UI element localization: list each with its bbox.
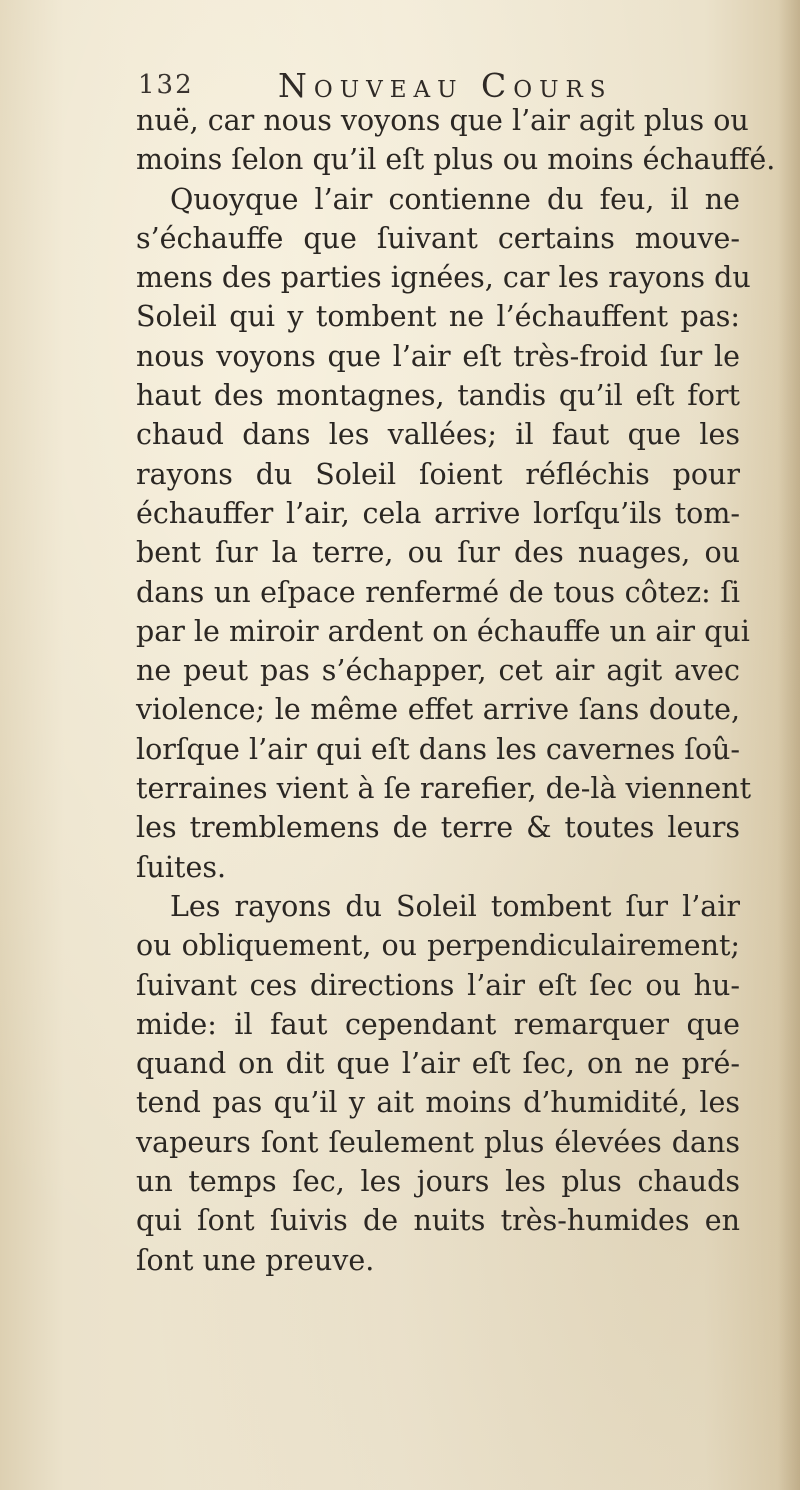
text-line: moins ſelon qu’il eſt plus ou moins échauffé. (136, 143, 776, 177)
text-line: s’échauffe que ſuivant certains mouve- (136, 221, 740, 255)
text-line: dans un eſpace renfermé de tous côtez: ſi (136, 575, 740, 609)
text-line: ne peut pas s’échapper, cet air agit avec (136, 654, 740, 688)
page-header (138, 66, 658, 106)
text-line: chaud dans les vallées; il faut que les (136, 418, 740, 452)
text-line: ou obliquement, ou perpendiculairement; (136, 929, 740, 963)
running-head: Nouveau Cours (278, 66, 613, 105)
text-line: bent ſur la terre, ou ſur des nuages, ou (136, 536, 740, 570)
text-line: échauffer l’air, cela arrive lorſqu’ils tom- (136, 496, 740, 530)
text-line: ſont une preuve. (136, 1243, 375, 1277)
text-line: rayons du Soleil ſoient réfléchis pour (136, 457, 740, 491)
text-line: quand on dit que l’air eſt ſec, on ne pré- (136, 1047, 740, 1081)
body-text (136, 101, 776, 1280)
text-line: les tremblemens de terre & toutes leurs (136, 811, 740, 845)
text-line: haut des montagnes, tandis qu’il eſt fort (136, 379, 740, 413)
text-line: mide: il faut cependant remarquer que (136, 1007, 740, 1041)
text-line: ſuivant ces directions l’air eſt ſec ou hu- (136, 968, 740, 1002)
text-line: tend pas qu’il y ait moins d’humidité, les (136, 1086, 740, 1120)
text-line: nuë, car nous voyons que l’air agit plus ou (136, 104, 749, 137)
text-line: mens des parties ignées, car les rayons du (136, 261, 751, 295)
text-line: Soleil qui y tombent ne l’échauffent pas: (136, 300, 740, 334)
text-line: nous voyons que l’air eſt très-froid ſur le (136, 339, 740, 373)
page-edge-shadow (778, 0, 800, 1490)
text-line: par le miroir ardent on échauffe un air qui (136, 614, 750, 648)
text-line: ſuites. (136, 850, 227, 884)
text-line: terraines vient à ſe rarefier, de-là viennent (136, 772, 752, 806)
text-line: qui ſont ſuivis de nuits très-humides en (136, 1204, 740, 1238)
paragraph-first-line: Quoyque l’air contienne du feu, il ne (170, 182, 740, 216)
paragraph-first-line: Les rayons du Soleil tombent ſur l’air (170, 889, 740, 923)
text-line: vapeurs ſont ſeulement plus élevées dans (136, 1125, 740, 1159)
text-line: lorſque l’air qui eſt dans les cavernes ſoû- (136, 732, 740, 766)
text-line: un temps ſec, les jours les plus chauds (136, 1165, 740, 1199)
text-line: violence; le même effet arrive ſans doute, (136, 693, 740, 727)
page-number: 132 (138, 70, 194, 100)
